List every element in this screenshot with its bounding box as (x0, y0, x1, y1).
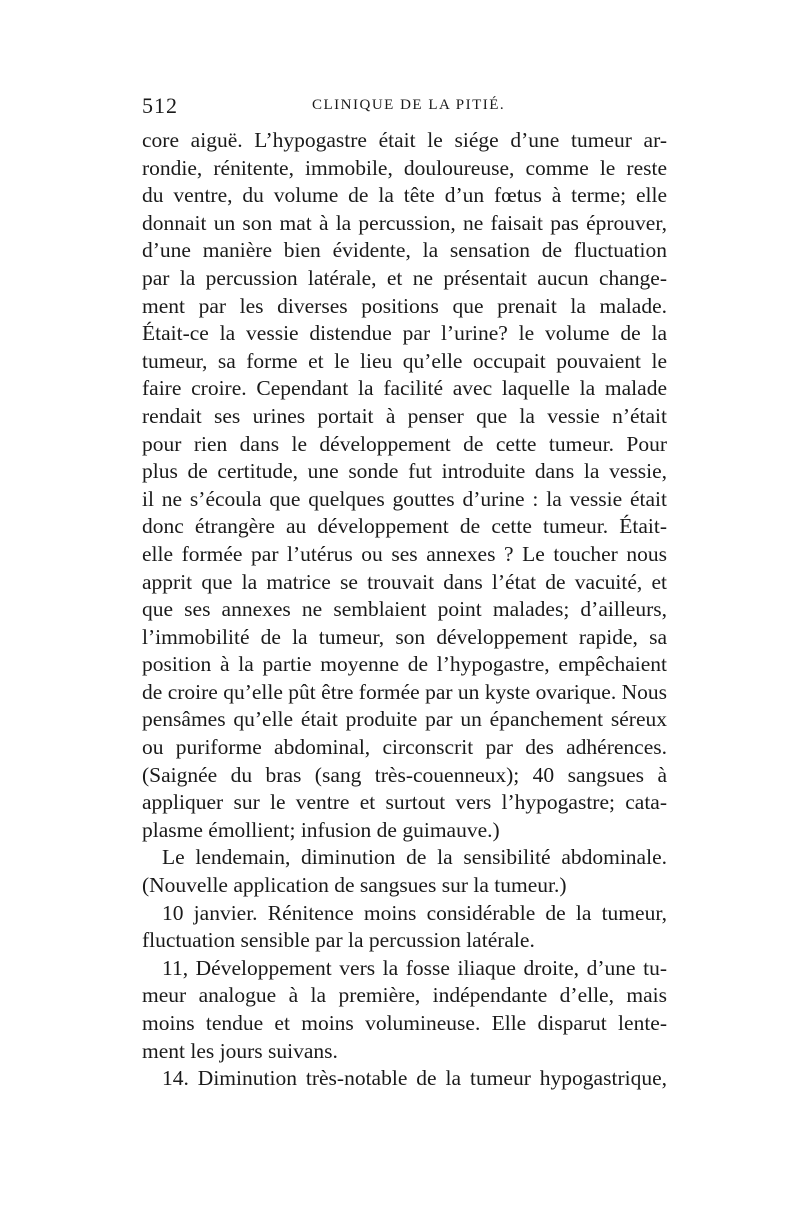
text-line: Était-ce la vessie distendue par l’urine? le volume de la (142, 321, 667, 346)
text-line: 10 janvier. Rénitence moins considérable de la tumeur, (162, 900, 667, 925)
text-line: 14. Diminution très-notable de la tumeur hypogastrique, (162, 1066, 667, 1091)
text-line: apprit que la matrice se trouvait dans l’état de vacuité, et (142, 569, 667, 594)
text-line: pour rien dans le développement de cette tumeur. Pour (142, 431, 667, 456)
text-line: pensâmes qu’elle était produite par un épanchement séreux (142, 707, 667, 732)
text-line: il ne s’écoula que quelques gouttes d’urine : la vessie était (142, 486, 667, 511)
text-line: core aiguë. L’hypogastre était le siége d’une tumeur ar- (142, 128, 667, 152)
text-line: (Saignée du bras (sang très-couenneux); 40 sangsues à (142, 762, 667, 787)
body-text (142, 127, 667, 1093)
text-line: rondie, rénitente, immobile, douloureuse, comme le reste (142, 155, 667, 180)
text-line: meur analogue à la première, indépendante d’elle, mais (142, 983, 667, 1008)
running-head: CLINIQUE DE LA PITIÉ. (312, 97, 506, 113)
text-line: d’une manière bien évidente, la sensation de fluctuation (142, 238, 667, 263)
page-header (142, 93, 667, 123)
text-line: position à la partie moyenne de l’hypogastre, empêchaient (142, 652, 667, 677)
text-line: appliquer sur le ventre et surtout vers l’hypogastre; cata- (142, 790, 667, 815)
text-line: donnait un son mat à la percussion, ne faisait pas éprouver, (142, 210, 667, 235)
text-line: tumeur, sa forme et le lieu qu’elle occupait pouvaient le (142, 348, 667, 373)
text-line: (Nouvelle application de sangsues sur la tumeur.) (142, 873, 567, 898)
text-line: du ventre, du volume de la tête d’un fœtus à terme; elle (142, 183, 667, 208)
text-line: plasme émollient; infusion de guimauve.) (142, 817, 500, 842)
text-line: que ses annexes ne semblaient point malades; d’ailleurs, (142, 597, 667, 622)
text-line: ment les jours suivans. (142, 1038, 338, 1063)
text-line: par la percussion latérale, et ne présentait aucun change- (142, 265, 667, 290)
text-line: faire croire. Cependant la facilité avec laquelle la malade (142, 376, 667, 401)
text-line: rendait ses urines portait à penser que la vessie n’était (142, 403, 667, 428)
text-line: plus de certitude, une sonde fut introduite dans la vessie, (142, 459, 667, 484)
text-line: ou puriforme abdominal, circonscrit par des adhérences. (142, 735, 667, 760)
text-line: donc étrangère au développement de cette tumeur. Était- (142, 514, 667, 539)
text-line: ment par les diverses positions que prenait la malade. (142, 293, 667, 318)
text-line: de croire qu’elle pût être formée par un kyste ovarique. Nous (142, 679, 667, 704)
text-line: l’immobilité de la tumeur, son développement rapide, sa (142, 624, 667, 649)
page-number: 512 (142, 93, 178, 118)
text-line: 11, Développement vers la fosse iliaque droite, d’une tu- (162, 955, 667, 980)
text-line: elle formée par l’utérus ou ses annexes ? Le toucher nous (142, 541, 667, 566)
text-line: moins tendue et moins volumineuse. Elle disparut lente- (142, 1011, 667, 1035)
text-line: fluctuation sensible par la percussion latérale. (142, 928, 535, 953)
text-line: Le lendemain, diminution de la sensibilité abdominale. (162, 845, 667, 870)
